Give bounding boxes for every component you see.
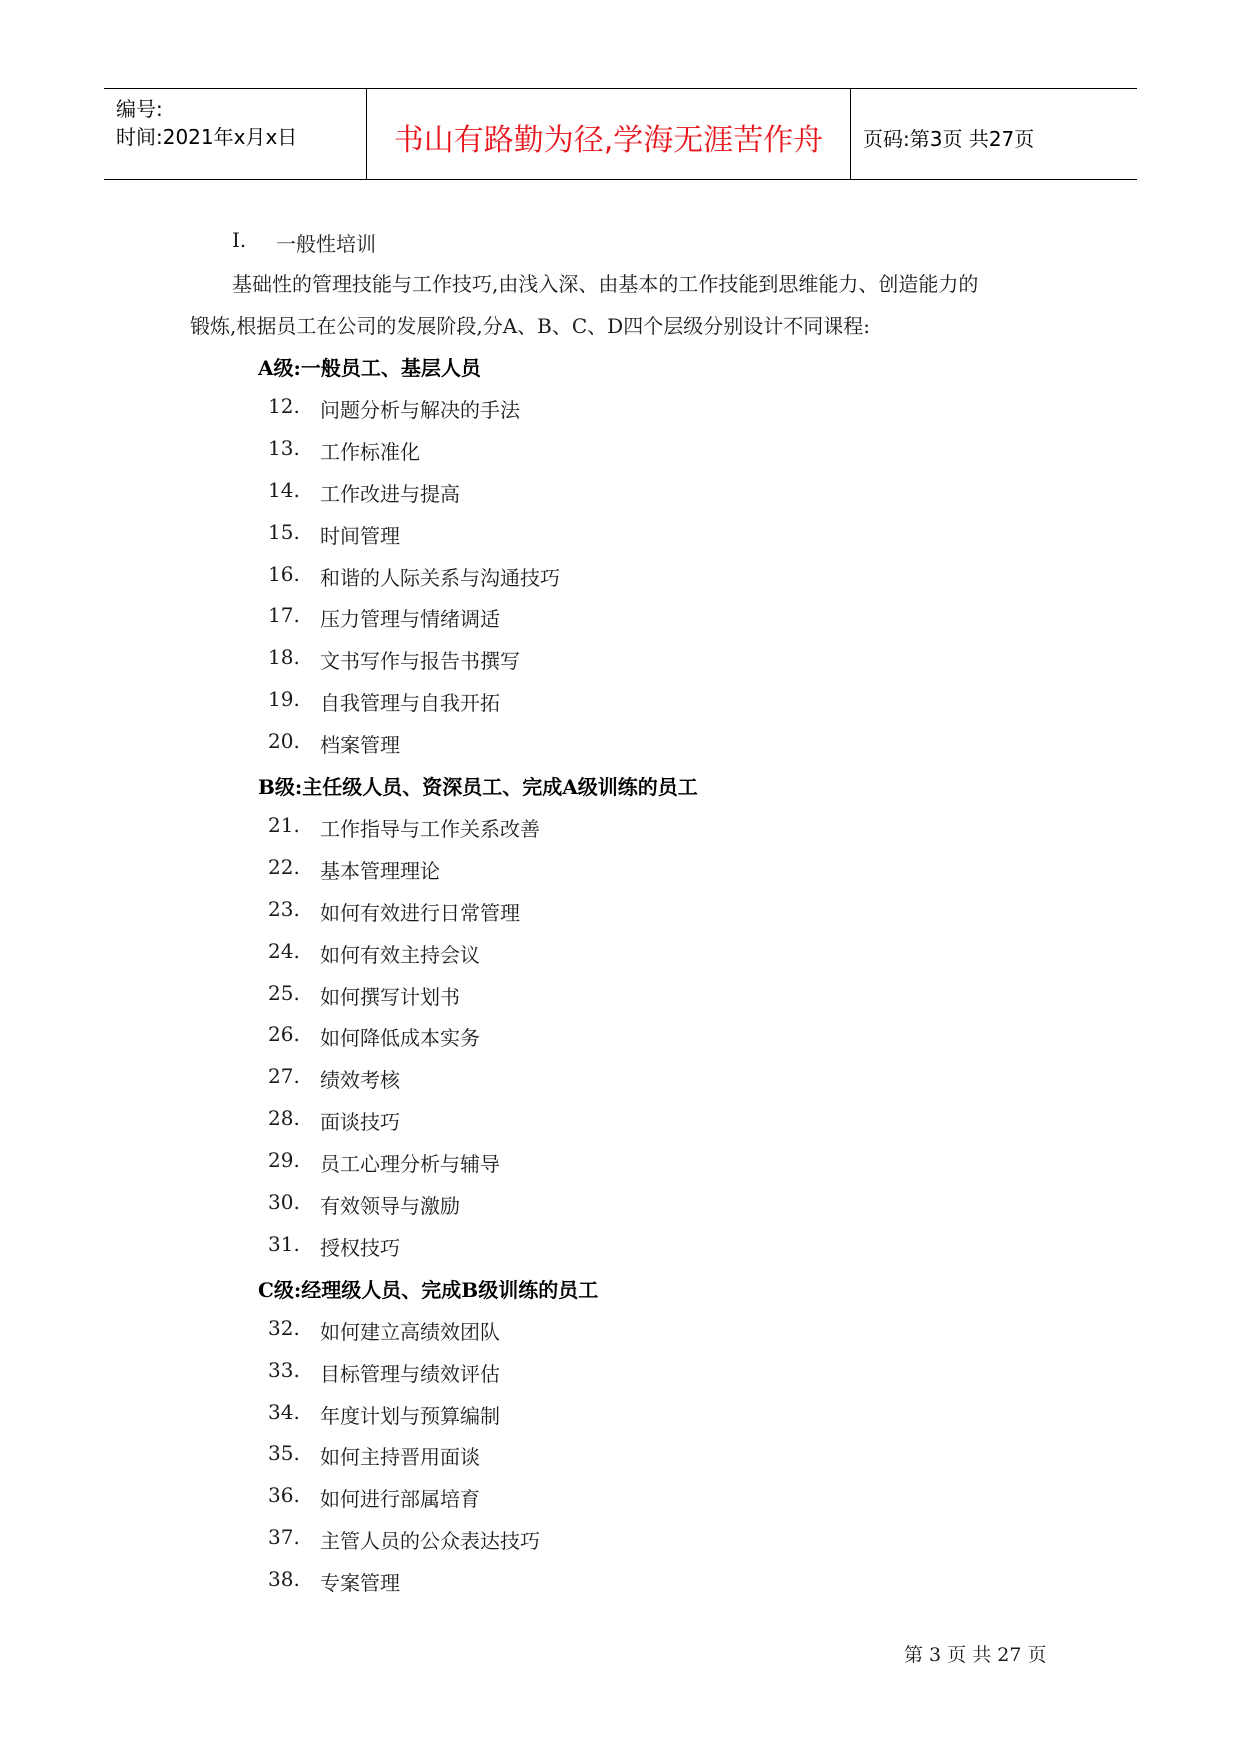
page-header <box>104 88 1137 180</box>
course-item-text: 员工心理分析与辅导 <box>320 1152 500 1177</box>
course-item-text: 专案管理 <box>320 1571 400 1596</box>
course-item-text: 如何降低成本实务 <box>320 1026 480 1051</box>
course-item-number: 12. <box>268 393 300 418</box>
level-heading: C级:经理级人员、完成B级训练的员工 <box>258 1277 599 1302</box>
course-item-text: 绩效考核 <box>320 1068 400 1093</box>
course-item-number: 31. <box>268 1231 300 1256</box>
course-item-number: 35. <box>268 1441 300 1466</box>
section-heading-number: I. <box>232 228 247 252</box>
course-item-number: 30. <box>268 1190 300 1214</box>
course-item-number: 34. <box>268 1399 300 1424</box>
course-item-text: 基本管理理论 <box>320 858 440 883</box>
course-item-text: 档案管理 <box>320 733 400 758</box>
course-item-text: 时间管理 <box>320 523 400 548</box>
course-item-number: 25. <box>268 980 300 1005</box>
header-motto: 书山有路勤为径,学海无涯苦作舟 <box>393 123 824 158</box>
course-item-number: 16. <box>268 561 300 586</box>
page-footer: 第 3 页 共 27 页 <box>904 1644 1047 1666</box>
course-item-number: 17. <box>268 603 300 628</box>
course-item-text: 和谐的人际关系与沟通技巧 <box>320 565 560 590</box>
course-item-number: 18. <box>268 645 300 670</box>
course-item-number: 26. <box>268 1022 300 1047</box>
course-item-text: 如何有效进行日常管理 <box>320 900 520 925</box>
course-item-number: 15. <box>268 519 300 544</box>
course-item-text: 自我管理与自我开拓 <box>320 691 500 716</box>
course-item-number: 27. <box>268 1064 300 1089</box>
course-item-number: 29. <box>268 1148 300 1173</box>
course-item-text: 主管人员的公众表达技巧 <box>320 1529 540 1554</box>
header-page-code: 页码:第3页 共27页 <box>863 127 1035 151</box>
course-item-number: 21. <box>268 812 300 837</box>
number-label: 编号: <box>116 97 163 121</box>
course-item-number: 14. <box>268 477 300 502</box>
course-item-number: 38. <box>268 1567 300 1592</box>
course-item-number: 36. <box>268 1483 300 1508</box>
course-item-number: 20. <box>268 729 300 754</box>
header-left-cell <box>104 89 367 179</box>
course-item-text: 授权技巧 <box>320 1235 400 1260</box>
course-item-text: 工作标准化 <box>320 439 420 464</box>
course-item-number: 19. <box>268 687 300 712</box>
course-item-text: 工作指导与工作关系改善 <box>320 816 540 841</box>
course-item-text: 工作改进与提高 <box>320 481 460 506</box>
header-right-cell <box>851 89 1137 179</box>
course-item-text: 如何主持晋用面谈 <box>320 1445 480 1470</box>
time-label: 时间:2021年x月x日 <box>116 125 298 149</box>
course-item-text: 年度计划与预算编制 <box>320 1403 500 1428</box>
course-item-text: 问题分析与解决的手法 <box>320 397 520 422</box>
course-item-number: 22. <box>268 854 300 879</box>
course-item-text: 如何有效主持会议 <box>320 942 480 967</box>
section-heading: 一般性培训 <box>276 232 376 256</box>
course-item-text: 面谈技巧 <box>320 1110 400 1135</box>
course-item-number: 23. <box>268 896 300 921</box>
course-item-text: 如何建立高绩效团队 <box>320 1319 500 1344</box>
course-item-number: 28. <box>268 1106 300 1131</box>
level-heading: A级:一般员工、基层人员 <box>258 356 481 380</box>
course-item-text: 如何进行部属培育 <box>320 1487 480 1512</box>
course-item-text: 有效领导与激励 <box>320 1194 460 1218</box>
course-item-text: 如何撰写计划书 <box>320 984 460 1009</box>
course-item-number: 24. <box>268 938 300 963</box>
course-item-text: 文书写作与报告书撰写 <box>320 649 520 674</box>
course-item-number: 33. <box>268 1357 300 1382</box>
intro-line-2: 锻炼,根据员工在公司的发展阶段,分A、B、C、D四个层级分别设计不同课程: <box>190 314 870 338</box>
course-item-text: 压力管理与情绪调适 <box>320 607 500 632</box>
header-middle-cell <box>367 89 851 179</box>
course-item-number: 32. <box>268 1315 300 1340</box>
course-item-number: 13. <box>268 435 300 460</box>
level-heading: B级:主任级人员、资深员工、完成A级训练的员工 <box>258 775 698 799</box>
course-item-number: 37. <box>268 1525 300 1550</box>
intro-line-1: 基础性的管理技能与工作技巧,由浅入深、由基本的工作技能到思维能力、创造能力的 <box>232 272 979 296</box>
course-item-text: 目标管理与绩效评估 <box>320 1361 500 1386</box>
